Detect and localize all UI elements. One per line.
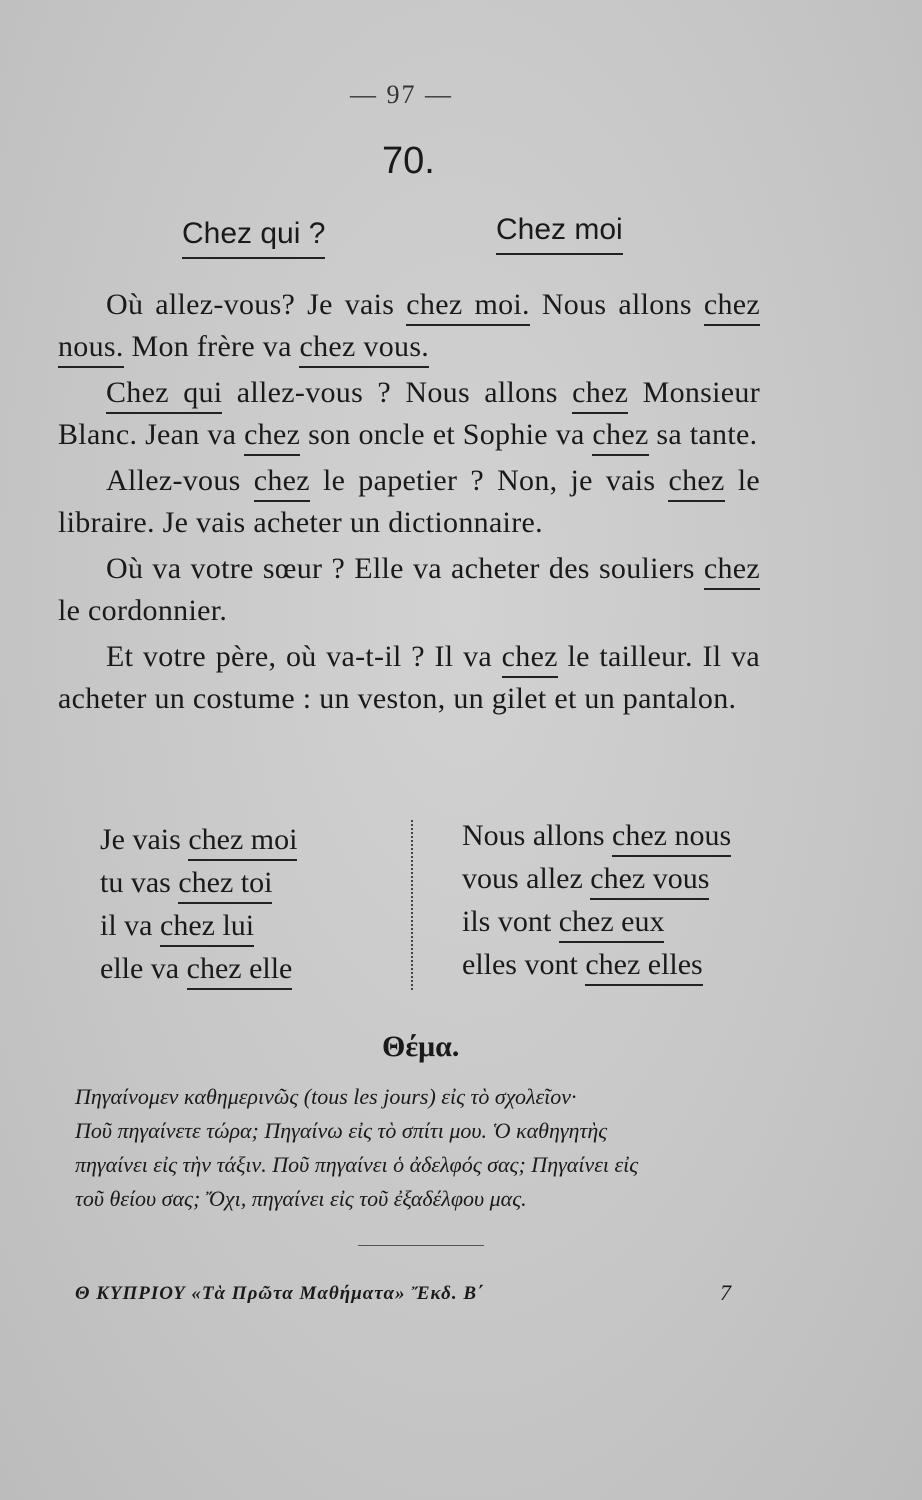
underlined-phrase: chez [244,418,300,456]
text-run: le cordonnier. [58,594,228,627]
subject: Je vais [100,823,189,856]
paragraph-4 [58,548,760,632]
page-number: — 97 — [350,80,453,109]
subject: ils vont [462,905,559,938]
sheet-number: 7 [720,1280,731,1305]
underlined-phrase: chez lui [160,909,254,947]
text-run: le libraire. Je vais acheter un dictionnaire. [58,464,760,539]
underlined-phrase: chez [592,418,648,456]
paragraph-3 [58,460,760,544]
exercise-line: πηγαίνει εἰς τὴν τάξιν. Ποῦ πηγαίνει ὁ ἀδελφός σας; Πηγαίνει εἰς [75,1152,639,1177]
paragraph-2 [58,372,760,456]
exercise-line: Ποῦ πηγαίνετε τώρα; Πηγαίνω εἰς τὸ σπίτι μου. Ὁ καθηγητὴς [75,1118,608,1143]
conjugation-singular [100,818,297,990]
thema-title: Θέμα. [382,1030,460,1063]
conjugation-row [100,904,297,947]
text-run: le papetier ? Non, je vais [309,464,669,497]
paragraph-1 [58,284,760,368]
underlined-phrase: Chez qui [106,376,222,414]
underlined-phrase: chez [704,552,760,590]
underlined-phrase: chez moi [188,823,297,861]
header-chez-qui: Chez qui ? [182,217,325,259]
subject: Nous allons [462,819,612,852]
text-run: allez-vous ? Nous allons [222,376,573,409]
text-run: son oncle et Sophie va [300,418,593,451]
underlined-phrase: chez toi [178,866,272,904]
text-run: Allez-vous [106,464,254,497]
text-run: sa tante. [648,418,758,451]
conjugation-row [462,857,731,900]
exercise-line: Πηγαίνομεν καθημερινῶς (tous les jours) εἰς τὸ σχολεῖον· [75,1084,577,1109]
footer-rule [358,1245,484,1246]
underlined-phrase: chez [502,640,558,678]
subject: il va [100,909,160,942]
conjugation-plural [462,814,731,986]
column-divider [411,820,413,990]
conjugation-row [462,900,731,943]
subject: tu vas [100,866,179,899]
text-run: Mon frère va [123,330,300,363]
underlined-phrase: chez nous [612,819,731,857]
underlined-phrase: chez vous [590,862,709,900]
header-chez-moi: Chez moi [496,213,623,255]
underlined-phrase: chez moi. [406,288,530,326]
thema-exercise [75,1080,775,1216]
underlined-phrase: chez elle [187,952,293,990]
exercise-line: τοῦ θείου σας; Ὄχι, πηγαίνει εἰς τοῦ ἐξαδέλφου μας. [75,1186,527,1211]
conjugation-row [100,861,297,904]
subject: vous allez [462,862,591,895]
lesson-number: 70. [382,140,435,182]
underlined-phrase: chez [668,464,724,502]
text-run: le tailleur. Il va acheter un costume : un veston, un gilet et un pantalon. [58,640,760,715]
conjugation-row [462,943,731,986]
underlined-phrase: chez vous. [299,330,429,368]
footer-imprint: Θ ΚΥΠΡΙΟΥ «Τὰ Πρῶτα Μαθήματα» Ἔκδ. Β΄ [75,1283,485,1304]
text-run: Et votre père, où va-t-il ? Il va [106,640,502,673]
underlined-phrase: chez elles [585,948,702,986]
conjugation-row [100,947,297,990]
underlined-phrase: chez eux [559,905,665,943]
text-run: Où allez-vous? Je vais [106,288,407,321]
paragraph-5 [58,636,760,720]
underlined-phrase: chez [572,376,628,414]
text-run: Nous allons [529,288,704,321]
text-run: Où va votre sœur ? Elle va acheter des souliers [106,552,704,585]
subject: elles vont [462,948,586,981]
main-text [58,284,760,720]
text-run: Monsieur Blanc. Jean va [58,376,760,451]
underlined-phrase: chez nous. [58,288,760,368]
conjugation-row [100,818,297,861]
conjugation-row [462,814,731,857]
underlined-phrase: chez [254,464,310,502]
subject: elle va [100,952,187,985]
